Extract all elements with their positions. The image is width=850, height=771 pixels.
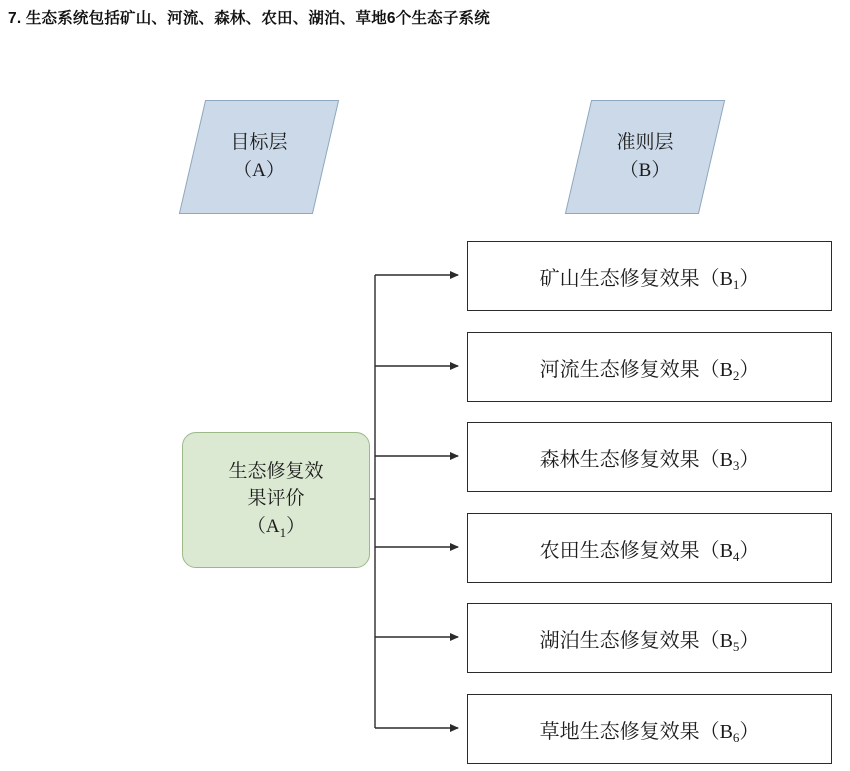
leaf-node-b3 <box>467 422 832 492</box>
leaf-node-b3-label <box>540 443 760 472</box>
leaf-node-b6-sub: 6 <box>732 729 740 745</box>
leaf-node-b6-text: 草地生态修复效果（B <box>539 720 733 743</box>
leaf-node-b5 <box>467 603 832 673</box>
leaf-node-b4-suffix: ） <box>739 539 760 562</box>
root-node-code-suffix: ） <box>286 515 306 537</box>
leaf-node-b5-sub: 5 <box>732 638 740 654</box>
leaf-node-b6-label <box>540 715 760 744</box>
criteria-layer-label-line2: （B） <box>619 160 671 181</box>
leaf-node-b2-text: 河流生态修复效果（B <box>539 358 733 381</box>
leaf-node-b6-suffix: ） <box>739 720 760 743</box>
leaf-node-b1 <box>467 241 832 311</box>
leaf-node-b5-label <box>540 624 760 653</box>
leaf-node-b4-label <box>540 534 760 563</box>
criteria-layer-node <box>565 100 725 214</box>
leaf-node-b4-text: 农田生态修复效果（B <box>539 539 733 562</box>
leaf-node-b2-label <box>540 353 760 382</box>
leaf-node-b2 <box>467 332 832 402</box>
leaf-node-b3-sub: 3 <box>732 457 740 473</box>
leaf-node-b5-text: 湖泊生态修复效果（B <box>539 629 733 652</box>
leaf-node-b3-suffix: ） <box>739 448 760 471</box>
leaf-node-b6 <box>467 694 832 764</box>
root-node-label-line1: 生态修复效 <box>228 460 324 482</box>
leaf-node-b5-suffix: ） <box>739 629 760 652</box>
leaf-node-b4 <box>467 513 832 583</box>
leaf-node-b1-suffix: ） <box>739 267 760 290</box>
criteria-layer-label-line1: 准则层 <box>616 132 674 154</box>
root-node-code-prefix: （A <box>246 515 280 537</box>
root-node <box>182 432 370 568</box>
goal-layer-label-line2: （A） <box>233 160 285 181</box>
leaf-node-b3-text: 森林生态修复效果（B <box>539 448 733 471</box>
leaf-node-b2-sub: 2 <box>732 367 740 383</box>
root-node-label-line2: 果评价 <box>247 488 305 510</box>
goal-layer-node <box>179 100 339 214</box>
root-node-label-line3 <box>247 513 305 543</box>
leaf-node-b1-text: 矿山生态修复效果（B <box>539 267 733 290</box>
leaf-node-b1-sub: 1 <box>732 276 740 292</box>
page-title: 7. 生态系统包括矿山、河流、森林、农田、湖泊、草地6个生态子系统 <box>8 10 490 27</box>
root-node-code-sub: 1 <box>279 524 287 540</box>
leaf-node-b2-suffix: ） <box>739 358 760 381</box>
leaf-node-b1-label <box>540 262 760 291</box>
goal-layer-label-line1: 目标层 <box>230 132 288 154</box>
leaf-node-b4-sub: 4 <box>732 548 740 564</box>
